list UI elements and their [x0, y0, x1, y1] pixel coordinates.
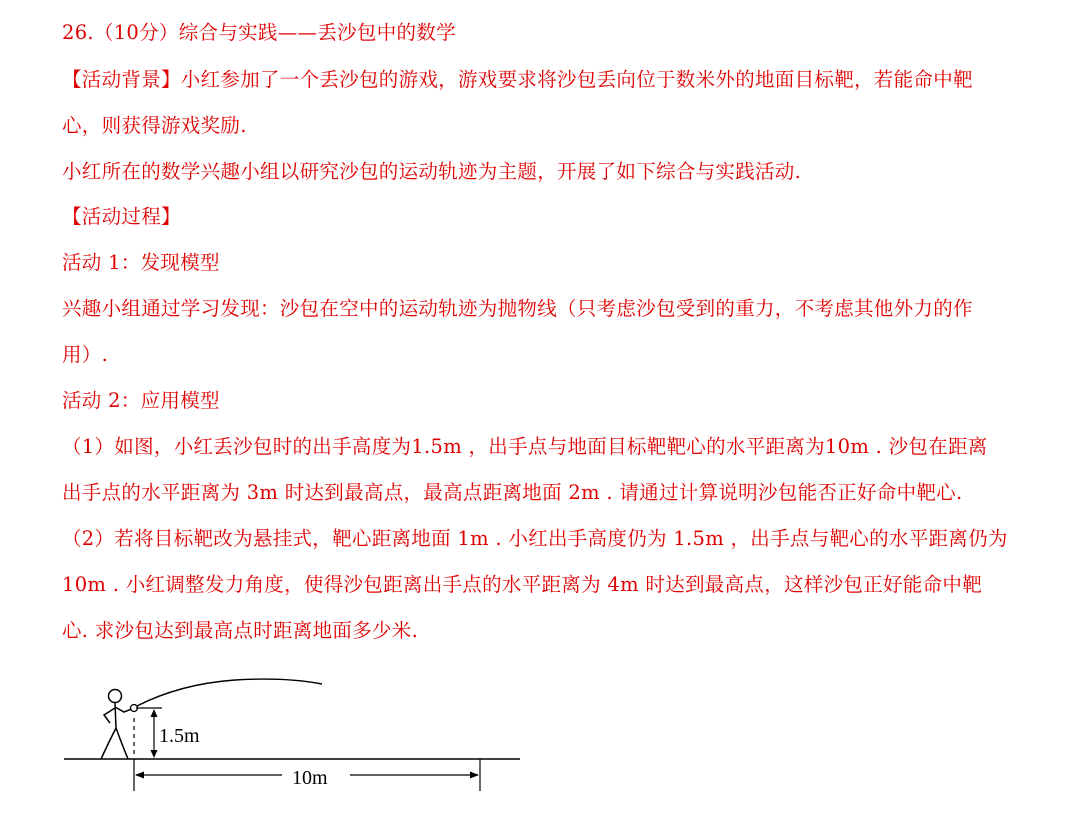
height-arrow-down-icon — [151, 750, 158, 758]
part-2-text-line-2: 10m . 小红调整发力角度，使得沙包距离出手点的水平距离为 4m 时达到最高点，这样沙包正好能命中靶 — [62, 573, 982, 596]
part-1-text-line-1: （1）如图，小红丢沙包时的出手高度为1.5m ，出手点与地面目标靶靶心的水平距离为10m . 沙包在距离 — [62, 435, 988, 458]
process-heading: 【活动过程】 — [62, 205, 181, 228]
distance-arrow-left-icon — [135, 772, 144, 779]
trajectory-curve — [137, 679, 322, 706]
person-right-leg — [116, 728, 128, 759]
part-2-text-line-3: 心. 求沙包达到最高点时距离地面多少米. — [62, 619, 419, 642]
question-title: 26.（10分）综合与实践——丢沙包中的数学 — [62, 21, 456, 44]
person-left-arm — [104, 708, 115, 723]
person-body — [115, 703, 116, 729]
part-2-text-line-1: （2）若将目标靶改为悬挂式，靶心距离地面 1m . 小红出手高度仍为 1.5m ，出手点与靶心的水平距离仍为 — [62, 527, 1008, 550]
throw-diagram — [60, 660, 530, 800]
intro-text: 小红所在的数学兴趣小组以研究沙包的运动轨迹为主题，开展了如下综合与实践活动. — [62, 160, 802, 183]
activity-1-heading: 活动 1：发现模型 — [62, 251, 220, 274]
distance-label: 10m — [292, 767, 328, 789]
height-arrow-up-icon — [151, 709, 158, 717]
background-text-line-1: 【活动背景】小红参加了一个丢沙包的游戏，游戏要求将沙包丢向位于数米外的地面目标靶，若能命中靶 — [62, 68, 973, 91]
person-left-leg — [101, 728, 116, 759]
part-1-text-line-2: 出手点的水平距离为 3m 时达到最高点，最高点距离地面 2m . 请通过计算说明沙包能否正好命中靶心. — [62, 481, 963, 504]
distance-arrow-right-icon — [470, 772, 479, 779]
activity-1-text-line-2: 用）. — [62, 343, 109, 366]
height-label: 1.5m — [159, 725, 200, 747]
activity-1-text-line-1: 兴趣小组通过学习发现：沙包在空中的运动轨迹为抛物线（只考虑沙包受到的重力，不考虑其他外力的作 — [62, 297, 973, 320]
background-text-line-2: 心，则获得游戏奖励. — [62, 114, 247, 137]
person-head-icon — [109, 690, 122, 703]
activity-2-heading: 活动 2：应用模型 — [62, 389, 220, 412]
